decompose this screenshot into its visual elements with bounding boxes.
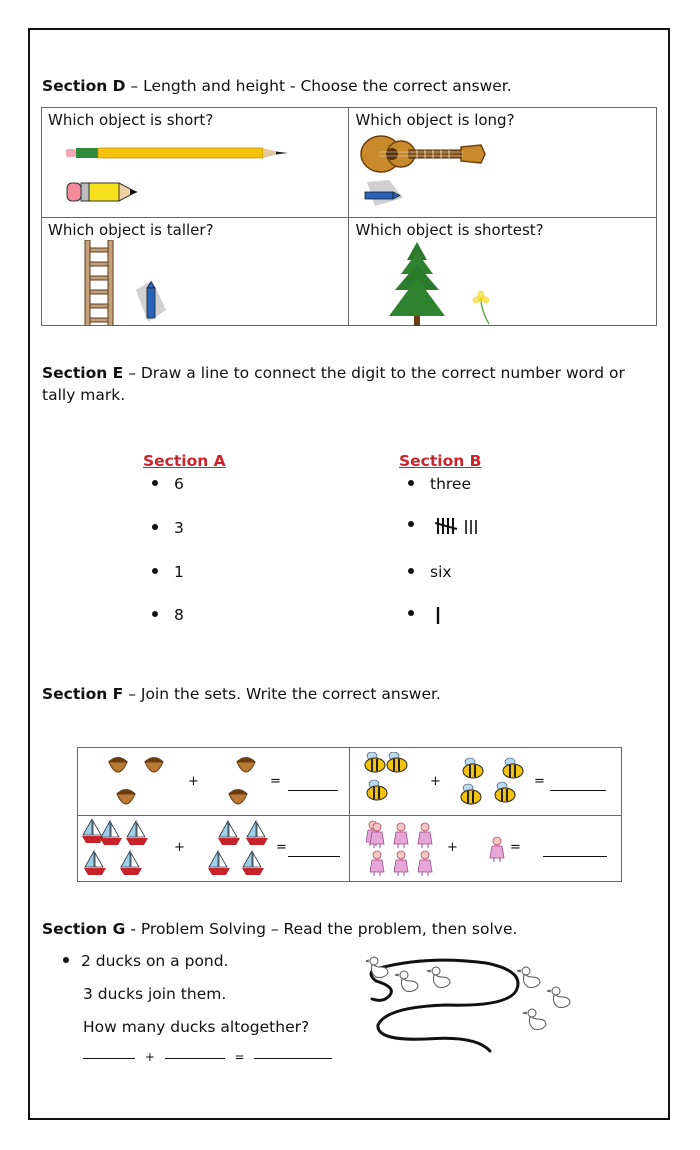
doll-set-image: [366, 820, 526, 880]
guitar-image: [359, 128, 489, 176]
word-item[interactable]: six: [408, 563, 452, 581]
answer-blank[interactable]: [254, 1058, 332, 1059]
tally-one-icon: [435, 604, 443, 626]
pine-tree-image: [387, 242, 447, 326]
problem-bullet: 2 ducks on a pond.: [63, 952, 229, 970]
question-taller: Which object is taller?: [48, 221, 214, 239]
problem-question: How many ducks altogether?: [83, 1018, 310, 1036]
column-a-title: Section A: [143, 452, 226, 470]
acorn-set-image: [106, 752, 266, 814]
question-short: Which object is short?: [48, 111, 214, 129]
section-f-heading: Section F – Join the sets. Write the correct answer.: [42, 685, 441, 703]
section-d-heading: Section D – Length and height - Choose the correct answer.: [42, 77, 512, 95]
tally-eight-icon: [435, 515, 483, 537]
long-pencil-image: [66, 146, 296, 160]
cell-short: [42, 108, 349, 218]
flower-image: [469, 290, 495, 326]
short-pencil-image: [66, 180, 146, 204]
bee-cell: + =: [350, 748, 622, 816]
pond-ducks-image: [366, 955, 586, 1055]
crayon-image: [359, 178, 409, 208]
answer-blank[interactable]: [165, 1058, 225, 1059]
section-g-heading: Section G - Problem Solving – Read the problem, then solve.: [42, 920, 518, 938]
bee-set-image: [364, 752, 544, 812]
doll-cell: + =: [350, 816, 622, 882]
cell-taller: [42, 218, 349, 326]
digit-item[interactable]: 6: [152, 475, 184, 493]
answer-blank[interactable]: [83, 1058, 135, 1059]
question-long: Which object is long?: [355, 111, 515, 129]
digit-item[interactable]: 1: [152, 563, 184, 581]
answer-blank[interactable]: [288, 790, 338, 791]
word-item[interactable]: three: [408, 475, 471, 493]
answer-blank[interactable]: [543, 856, 607, 857]
tally-item[interactable]: [408, 604, 443, 626]
answer-blank[interactable]: [288, 856, 340, 857]
section-f-table: [77, 747, 622, 882]
ladder-image: [82, 240, 118, 326]
crayon-upright-image: [134, 280, 168, 324]
boat-cell: + =: [78, 816, 350, 882]
section-d-table: [41, 107, 657, 326]
section-e-heading: Section E – Draw a line to connect the digit to the correct number word or tally mark.: [42, 364, 625, 404]
digit-item[interactable]: 8: [152, 606, 184, 624]
problem-line: 3 ducks join them.: [83, 985, 227, 1003]
question-shortest: Which object is shortest?: [355, 221, 544, 239]
column-b-title: Section B: [399, 452, 482, 470]
cell-long: [349, 108, 657, 218]
digit-item[interactable]: 3: [152, 519, 184, 537]
acorn-cell: + =: [78, 748, 350, 816]
answer-blank[interactable]: [550, 790, 606, 791]
answer-equation: + =: [83, 1050, 332, 1064]
cell-shortest: [349, 218, 657, 326]
tally-item[interactable]: [408, 515, 483, 537]
